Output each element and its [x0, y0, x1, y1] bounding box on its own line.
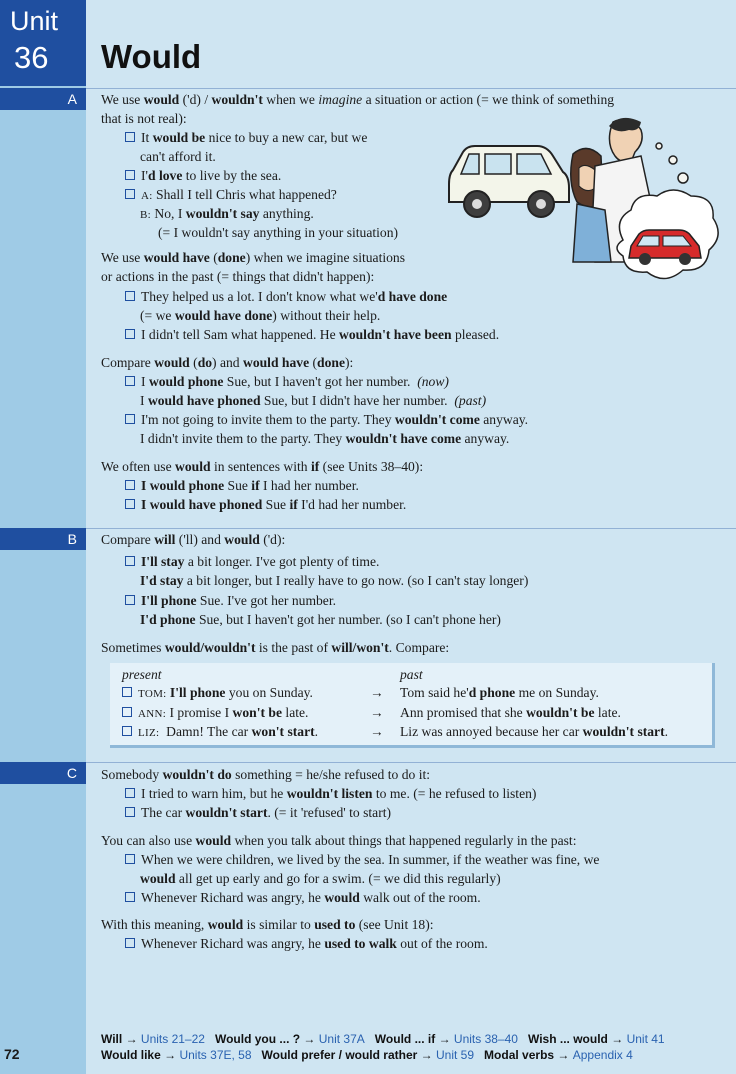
example-c3: When we were children, we lived by the sea. In summer, if the weather was fine, we	[125, 850, 599, 869]
bullet-icon	[125, 376, 135, 386]
bullet-icon	[125, 595, 135, 605]
table-row-past: Liz was annoyed because her car wouldn't start.	[400, 724, 669, 739]
example-a4: B: No, I wouldn't say anything.	[140, 206, 314, 221]
example-b3: I'll phone Sue. I've got her number.	[125, 591, 336, 610]
example-a1-cont: can't afford it.	[140, 149, 216, 164]
example-a12: I would have phoned Sue if I'd had her number.	[125, 495, 406, 514]
page-number: 72	[4, 1046, 20, 1062]
bullet-icon	[125, 480, 135, 490]
section-b-para2: Sometimes would/wouldn't is the past of will/won't. Compare:	[101, 640, 450, 655]
section-b-marker: B	[0, 528, 86, 550]
section-a-para2-line1: We use would have (done) when we imagine situations	[101, 250, 406, 265]
footer-link[interactable]: Units 21–22	[140, 1032, 205, 1046]
unit-number: 36	[14, 40, 49, 75]
example-a8: I would have phoned Sue, but I didn't have her number. (past)	[140, 393, 487, 408]
section-a-intro-line2: that is not real):	[101, 111, 187, 126]
bullet-icon	[122, 687, 132, 697]
example-a3: A: Shall I tell Chris what happened?	[125, 185, 337, 206]
bullet-icon	[125, 132, 135, 142]
footer-link[interactable]: Units 38–40	[453, 1032, 518, 1046]
table-row-present: ANN: I promise I won't be late.	[122, 703, 308, 724]
section-a-para3: Compare would (do) and would have (done):	[101, 355, 354, 370]
bullet-icon	[125, 892, 135, 902]
example-a5-cont: (= we would have done) without their help.	[140, 308, 381, 323]
bullet-icon	[125, 938, 135, 948]
bullet-icon	[125, 414, 135, 424]
example-c2: The car wouldn't start. (= it 'refused' to start)	[125, 803, 391, 822]
table-row-arrow: →	[370, 705, 384, 720]
footer-link[interactable]: Unit 41	[626, 1032, 665, 1046]
section-a-divider	[86, 88, 736, 89]
section-a-intro-line1: We use would ('d) / wouldn't when we imagine a situation or action (= we think of something	[101, 92, 615, 107]
example-c3-cont: would all get up early and go for a swim. (= we did this regularly)	[140, 871, 501, 886]
footer-link[interactable]: Unit 59	[436, 1048, 475, 1062]
footer-references-line2: Would like → Units 37E, 58 Would prefer / would rather → Unit 59 Modal verbs → Appendix 4	[101, 1048, 633, 1062]
example-a4-note: (= I wouldn't say anything in your situation)	[158, 225, 399, 240]
section-c-para2: You can also use would when you talk about things that happened regularly in the past:	[101, 833, 577, 848]
table-row-present: LIZ: Damn! The car won't start.	[122, 722, 318, 743]
table-row-arrow: →	[370, 685, 384, 700]
unit-box	[0, 0, 86, 86]
car-icon	[449, 146, 569, 217]
section-c-marker: C	[0, 762, 86, 784]
table-row-past: Ann promised that she wouldn't be late.	[400, 705, 621, 720]
table-row-present: TOM: I'll phone you on Sunday.	[122, 683, 313, 704]
example-b4: I'd phone Sue, but I haven't got her number. (so I can't phone her)	[140, 612, 501, 627]
bullet-icon	[122, 726, 132, 736]
table-row-past: Tom said he'd phone me on Sunday.	[400, 685, 599, 700]
example-c5: Whenever Richard was angry, he used to walk out of the room.	[125, 934, 488, 953]
footer-link[interactable]: Unit 37A	[318, 1032, 365, 1046]
section-c-para3: With this meaning, would is similar to used to (see Unit 18):	[101, 917, 434, 932]
section-c-divider	[86, 762, 736, 763]
bullet-icon	[125, 499, 135, 509]
example-a7: I would phone Sue, but I haven't got her number. (now)	[125, 372, 449, 391]
example-c1: I tried to warn him, but he wouldn't listen to me. (= he refused to listen)	[125, 784, 536, 803]
bullet-icon	[125, 788, 135, 798]
section-a-marker: A	[0, 88, 86, 110]
bullet-icon	[125, 329, 135, 339]
section-b-intro: Compare will ('ll) and would ('d):	[101, 532, 286, 547]
section-c-intro: Somebody wouldn't do something = he/she refused to do it:	[101, 767, 431, 782]
bullet-icon	[125, 807, 135, 817]
example-b1: I'll stay a bit longer. I've got plenty of time.	[125, 552, 379, 571]
footer-link[interactable]: Units 37E, 58	[179, 1048, 252, 1062]
example-a6: I didn't tell Sam what happened. He wouldn't have been pleased.	[125, 325, 499, 344]
example-b2: I'd stay a bit longer, but I really have to go now. (so I can't stay longer)	[140, 573, 529, 588]
example-a9: I'm not going to invite them to the party. They wouldn't come anyway.	[125, 410, 528, 429]
section-a-para2-line2: or actions in the past (= things that didn't happen):	[101, 269, 375, 284]
bullet-icon	[125, 854, 135, 864]
footer-link[interactable]: Appendix 4	[572, 1048, 633, 1062]
unit-label: Unit	[10, 6, 59, 36]
example-a10: I didn't invite them to the party. They wouldn't have come anyway.	[140, 431, 510, 446]
footer-references-line1: Will → Units 21–22 Would you ... ? → Unit 37A Would ... if → Units 38–40 Wish ... would → Unit 41	[101, 1032, 665, 1046]
section-b-divider	[86, 528, 736, 529]
example-a5: They helped us a lot. I don't know what we'd have done	[125, 287, 447, 306]
bullet-icon	[122, 707, 132, 717]
section-a-para4: We often use would in sentences with if (see Units 38–40):	[101, 459, 424, 474]
column-header-present: present	[122, 667, 162, 682]
bullet-icon	[125, 556, 135, 566]
bullet-icon	[125, 291, 135, 301]
bullet-icon	[125, 170, 135, 180]
example-a1: It would be nice to buy a new car, but we	[125, 128, 367, 147]
example-c4: Whenever Richard was angry, he would walk out of the room.	[125, 888, 481, 907]
bullet-icon	[125, 189, 135, 199]
table-row-arrow: →	[370, 724, 384, 739]
people-imagining-car-icon	[445, 112, 725, 307]
column-header-past: past	[400, 667, 423, 682]
example-a2: I'd love to live by the sea.	[125, 166, 281, 185]
example-a11: I would phone Sue if I had her number.	[125, 476, 359, 495]
page-title: Would	[101, 38, 202, 75]
